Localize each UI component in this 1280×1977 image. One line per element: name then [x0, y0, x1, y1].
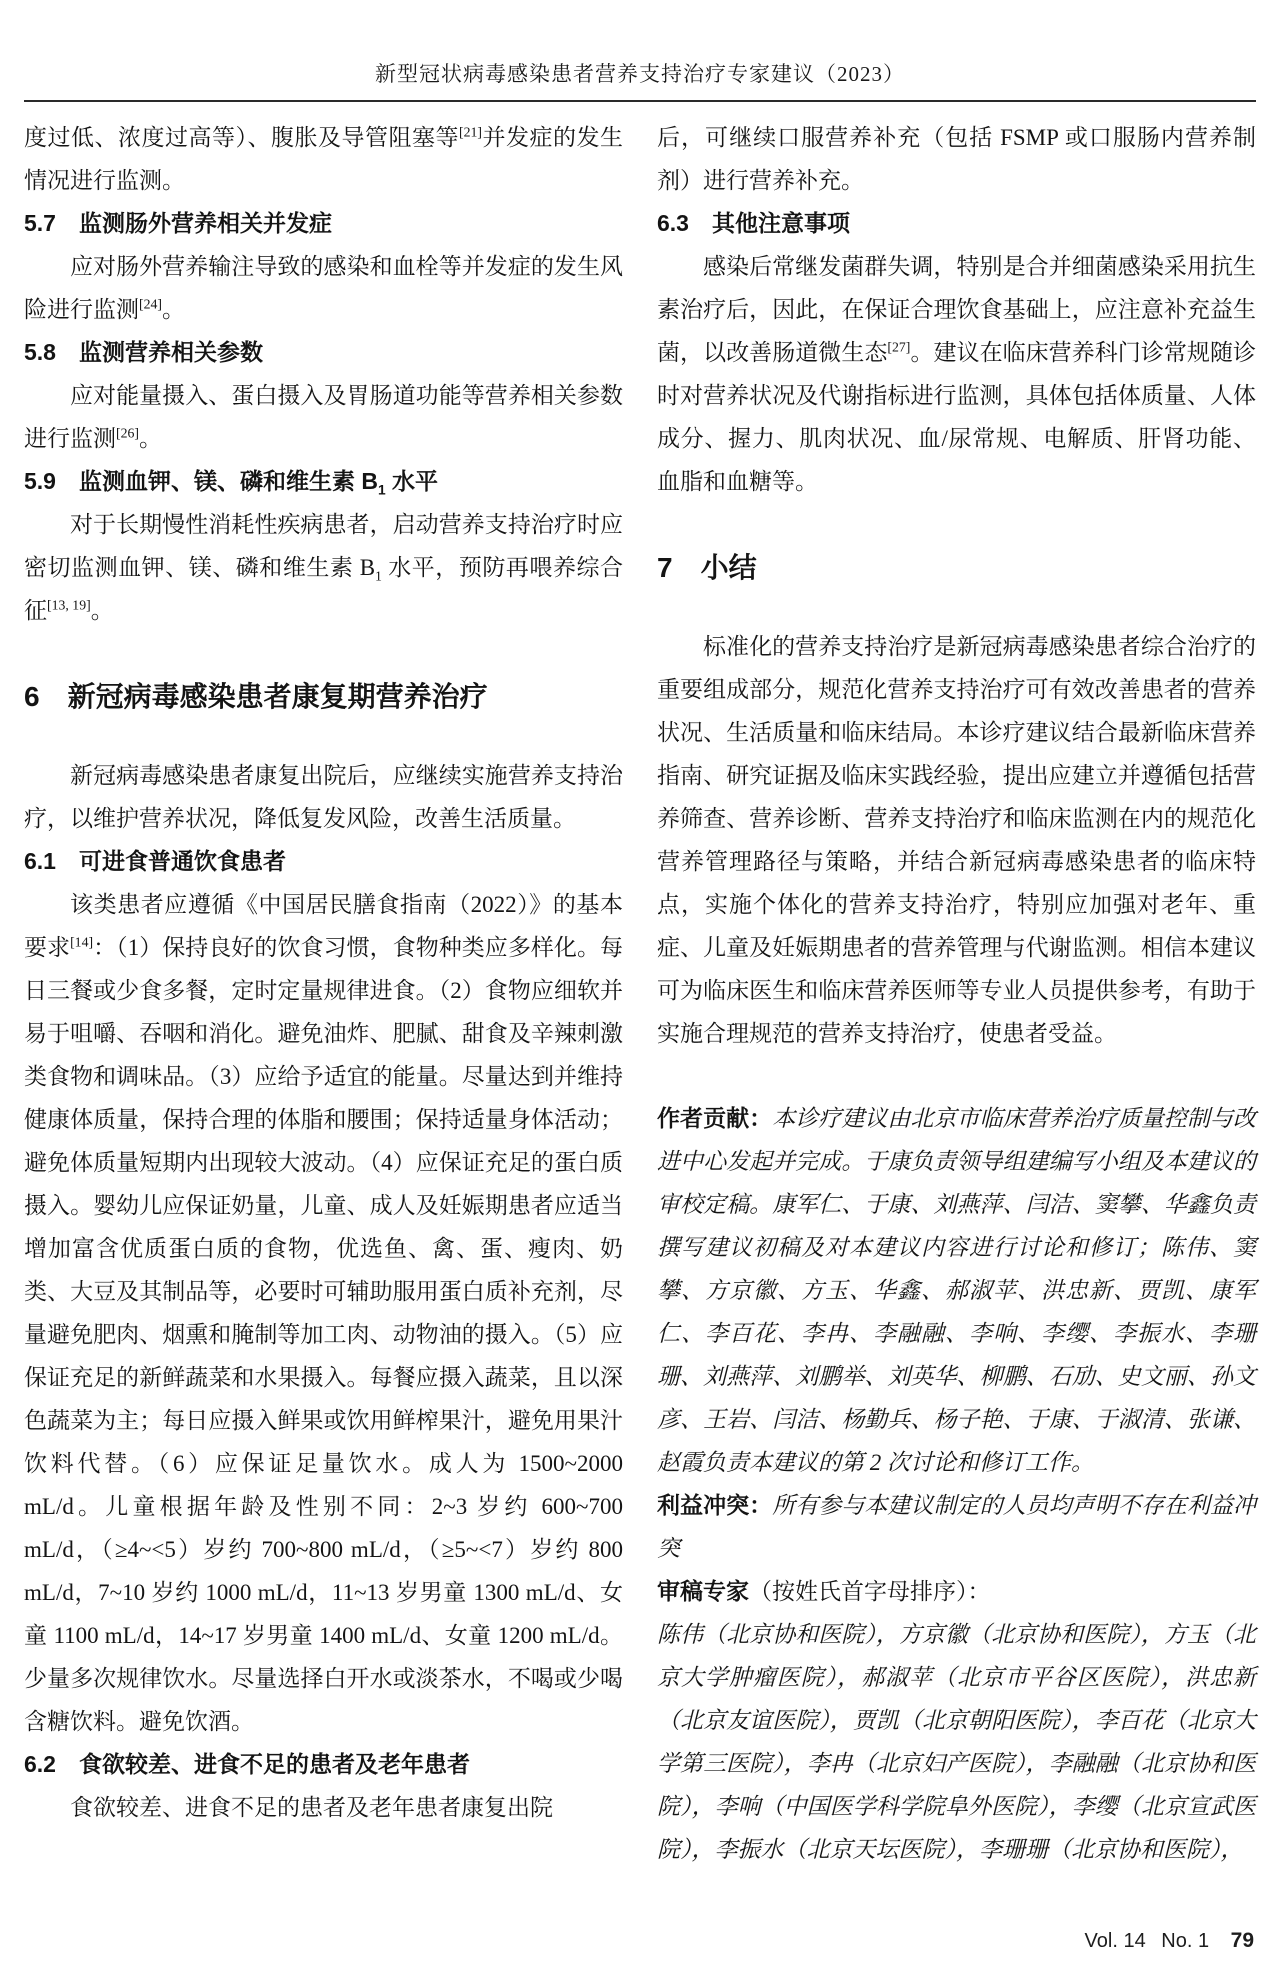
text-run: 6.3 其他注意事项 [657, 210, 850, 236]
text-run: 标准化的营养支持治疗是新冠病毒感染患者综合治疗的重要组成部分，规范化营养支持治疗可有效改善患者的营养状况、生活质量和临床结局。本诊疗建议结合最新临床营养指南、研究证据及临床实践经验，提出应建立并遵循包括营养筛查、营养诊断、营养支持治疗和临床监测在内的规范化营养管理路径与策略，并结合新冠病毒感染患者的临床特点，实施个体化的营养支持治疗，特别应加强对老年、重症、儿童及妊娠期患者的营养管理与代谢监测。相信本建议可为临床医生和临床营养医师等专业人员提供参考，有助于实施合理规范的营养支持治疗，使患者受益。 [657, 633, 1256, 1046]
text-run: 所有参与本建议制定的人员均声明不存在利益冲突 [657, 1492, 1257, 1561]
subsection-heading [24, 460, 623, 503]
note-paragraph [657, 1613, 1256, 1871]
text-run: 。 [90, 598, 114, 623]
subscript-text: 1 [377, 482, 386, 498]
citation-ref: [21] [459, 124, 482, 140]
text-run: 5.9 监测血钾、镁、磷和维生素 B [24, 468, 378, 494]
text-run: 。 [162, 297, 185, 322]
paragraph [24, 883, 623, 1743]
page-footer [1085, 1929, 1254, 1953]
text-run: 食欲较差、进食不足的患者及老年患者康复出院 [70, 1794, 553, 1820]
text-run: 陈伟（北京协和医院），方京徽（北京协和医院），方玉（北京大学肿瘤医院），郝淑苹（北京市平谷区医院），洪忠新（北京友谊医院），贾凯（北京朝阳医院），李百花（北京大学第三医院），李冉（北京妇产医院），李融融（北京协和医院），李响（中国医学科学院阜外医院），李缨（北京宣武医院），李振水（北京天坛医院），李珊珊（北京协和医院）， [657, 1621, 1256, 1862]
text-run: 后，可继续口服营养补充（包括 FSMP 或口服肠内营养制剂）进行营养补充。 [657, 125, 1256, 193]
text-run: 6.1 可进食普通饮食患者 [24, 847, 286, 874]
text-run: 度过低、浓度过高等）、腹胀及导管阻塞等 [24, 125, 459, 150]
text-run: 应对能量摄入、蛋白摄入及胃肠道功能等营养相关参数进行监测 [24, 383, 623, 451]
text-run: 并发症的发生情况进行监测。 [24, 125, 623, 193]
section-heading [24, 678, 623, 716]
text-run: 该类患者应遵循《中国居民膳食指南（2022）》的基本要求 [24, 891, 623, 960]
left-column [24, 116, 623, 1871]
page-number: 79 [1230, 1929, 1254, 1952]
text-run: 5.8 监测营养相关参数 [24, 339, 263, 365]
text-run: 5.7 监测肠外营养相关并发症 [24, 210, 332, 236]
note-label: 利益冲突： [657, 1491, 773, 1518]
running-title: 新型冠状病毒感染患者营养支持治疗专家建议（2023） [375, 62, 905, 86]
text-run: 水平，预防再喂养综合征 [24, 555, 624, 623]
section-heading [657, 549, 1256, 587]
text-run: 新冠病毒感染患者康复出院后，应继续实施营养支持治疗，以维护营养状况，降低复发风险，改善生活质量。 [24, 762, 623, 831]
note-label-detail: （按姓氏首字母排序）： [749, 1578, 991, 1604]
paragraph [657, 116, 1256, 202]
paragraph [24, 754, 623, 840]
text-run: 。建议在临床营养科门诊常规随诊时对营养状况及代谢指标进行监测，具体包括体质量、人体成分、握力、肌肉状况、血/尿常规、电解质、肝肾功能、血脂和血糖等。 [657, 340, 1257, 494]
subscript-text: 1 [375, 568, 382, 584]
paragraph [24, 374, 623, 460]
text-run: 水平 [385, 468, 439, 494]
issue-label: No. 1 [1161, 1930, 1210, 1952]
paragraph [24, 1786, 623, 1829]
text-run: 应对肠外营养输注导致的感染和血栓等并发症的发生风险进行监测 [24, 254, 623, 322]
citation-ref: [13, 19] [47, 597, 91, 613]
subsection-heading [657, 202, 1256, 245]
text-run: 对于长期慢性消耗性疾病患者，启动营养支持治疗时应密切监测血钾、镁、磷和维生素 B [24, 512, 623, 580]
text-run: 6.2 食欲较差、进食不足的患者及老年患者 [24, 1750, 470, 1777]
citation-ref: [14] [70, 934, 94, 950]
paragraph [657, 625, 1256, 1055]
paragraph [24, 245, 623, 331]
subsection-heading [24, 202, 623, 245]
volume-label: Vol. 14 [1084, 1930, 1146, 1952]
text-run: 感染后常继发菌群失调，特别是合并细菌感染采用抗生素治疗后，因此，在保证合理饮食基础上，应注意补充益生菌，以改善肠道微生态 [657, 254, 1256, 365]
paragraph [657, 245, 1256, 503]
text-run: ：（1）保持良好的饮食习惯，食物种类应多样化。每日三餐或少食多餐，定时定量规律进食。（2）食物应细软并易于咀嚼、吞咽和消化。避免油炸、肥腻、甜食及辛辣刺激类食物和调味品。（3）应给予适宜的能量。尽量达到并维持健康体质量，保持合理的体脂和腰围；保持适量身体活动；避免体质量短期内出现较大波动。（4）应保证充足的蛋白质摄入。婴幼儿应保证奶量，儿童、成人及妊娠期患者应适当增加富含优质蛋白质的食物，优选鱼、禽、蛋、瘦肉、奶类、大豆及其制品等，必要时可辅助服用蛋白质补充剂，尽量避免肥肉、烟熏和腌制等加工肉、动物油的摄入。（5）应保证充足的新鲜蔬菜和水果摄入。每餐应摄入蔬菜，且以深色蔬菜为主；每日应摄入鲜果或饮用鲜榨果汁，避免用果汁饮料代替。（6）应保证足量饮水。成人为 1500~2000 mL/d。儿童根据年龄及性别不同：2~3 岁约 600~700 mL/d，（≥4~<5）岁约 700~800 mL/d，（≥5~<7）岁约 800 mL/d，7~10 岁约 1000 mL/d，11~13 岁男童 1300 mL/d、女童 1100 mL/d，14~17 岁男童 1400 mL/d、女童 1200 mL/d。少量多次规律饮水。尽量选择白开水或淡茶水，不喝或少喝含糖饮料。避免饮酒。 [24, 934, 624, 1734]
note-label: 审稿专家 [657, 1577, 749, 1604]
text-run: 7 小结 [657, 552, 757, 583]
text-run: 6 新冠病毒感染患者康复期营养治疗 [24, 681, 488, 712]
subsection-heading [24, 331, 623, 374]
text-run: 本诊疗建议由北京市临床营养治疗质量控制与改进中心发起并完成。于康负责领导组建编写小组及本建议的审校定稿。康军仁、于康、刘燕萍、闫洁、窦攀、华鑫负责撰写建议初稿及对本建议内容进行讨论和修订；陈伟、窦攀、方京徽、方玉、华鑫、郝淑苹、洪忠新、贾凯、康军仁、李百花、李冉、李融融、李响、李缨、李振水、李珊珊、刘燕萍、刘鹏举、刘英华、柳鹏、石劢、史文丽、孙文彦、王岩、闫洁、杨勤兵、杨子艳、于康、于淑清、张谦、赵霞负责本建议的第 2 次讨论和修订工作。 [657, 1105, 1257, 1475]
subsection-heading [24, 840, 623, 883]
paragraph [24, 116, 623, 202]
note-paragraph [657, 1484, 1256, 1570]
page-body [0, 102, 1280, 1871]
note-paragraph [657, 1097, 1256, 1484]
citation-ref: [27] [887, 339, 911, 355]
citation-ref: [24] [139, 296, 162, 312]
citation-ref: [26] [116, 425, 139, 441]
subsection-heading [24, 1743, 623, 1786]
right-column [657, 116, 1256, 1871]
paragraph [24, 503, 623, 632]
text-run: 。 [139, 426, 162, 451]
note-paragraph [657, 1570, 1256, 1613]
note-label: 作者贡献： [657, 1104, 773, 1131]
